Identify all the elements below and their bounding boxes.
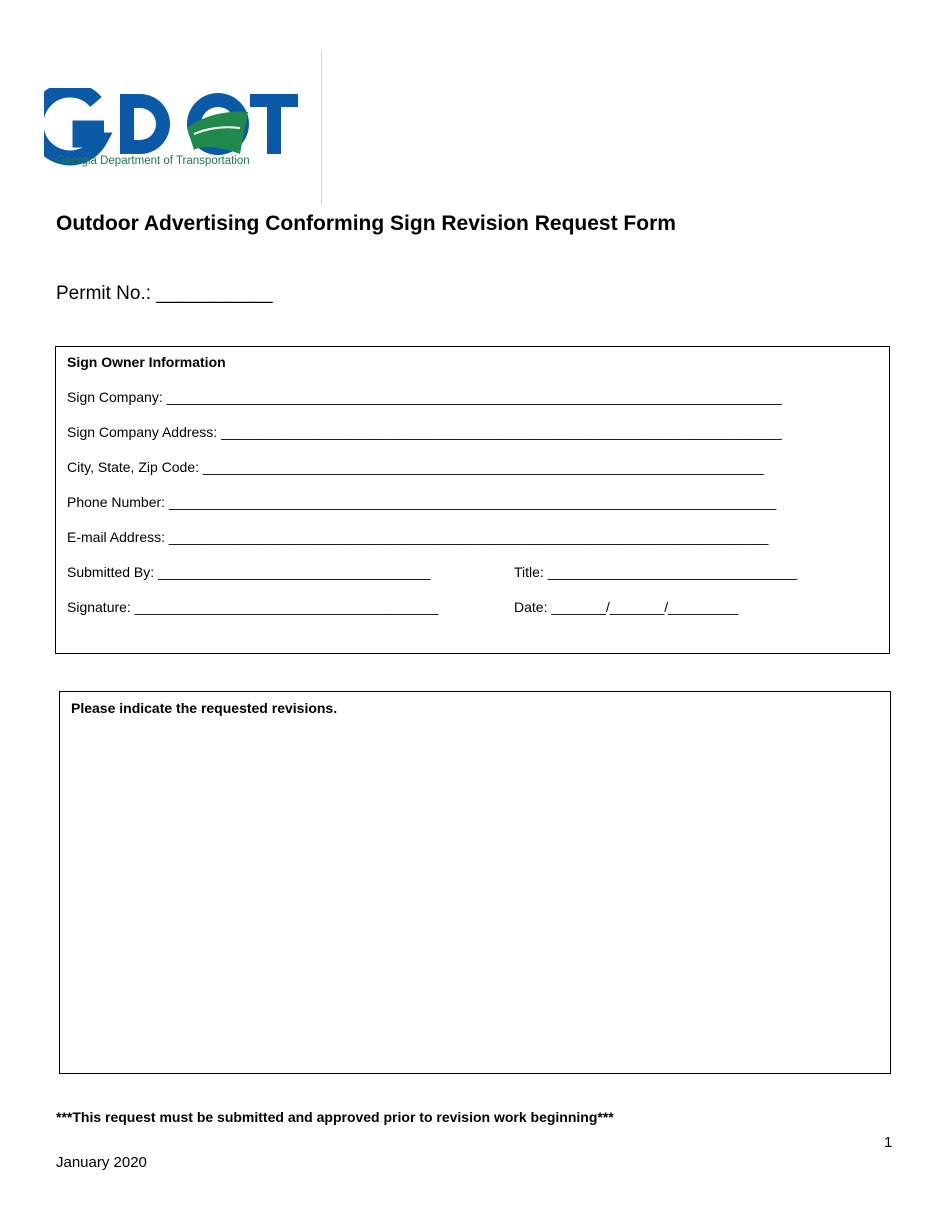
form-title: Outdoor Advertising Conforming Sign Revision Request Form — [56, 212, 676, 235]
revisions-section[interactable] — [59, 691, 891, 1074]
page-number: 1 — [884, 1134, 893, 1151]
revision-date: January 2020 — [56, 1154, 147, 1171]
signature-field[interactable]: Signature: _______________________________________ — [67, 599, 439, 615]
logo-subtitle: Georgia Department of Transportation — [56, 155, 250, 167]
section-heading-owner: Sign Owner Information — [67, 354, 226, 370]
permit-number-field[interactable]: Permit No.: ___________ — [56, 283, 273, 304]
phone-number-field[interactable]: Phone Number: ______________________________________________________________________________ — [67, 494, 777, 510]
sign-company-field[interactable]: Sign Company: _______________________________________________________________________________ — [67, 389, 782, 405]
sign-company-address-field[interactable]: Sign Company Address: ________________________________________________________________________ — [67, 424, 782, 440]
title-field[interactable]: Title: ________________________________ — [514, 564, 797, 580]
city-state-zip-field[interactable]: City, State, Zip Code: ________________________________________________________________________ — [67, 459, 764, 475]
submission-note: ***This request must be submitted and approved prior to revision work beginning*** — [56, 1109, 614, 1125]
logo-divider — [321, 50, 322, 205]
section-heading-revisions: Please indicate the requested revisions. — [71, 700, 338, 716]
date-field[interactable]: Date: _______/_______/_________ — [514, 599, 739, 615]
email-address-field[interactable]: E-mail Address: _____________________________________________________________________________ — [67, 529, 769, 545]
submitted-by-field[interactable]: Submitted By: ___________________________________ — [67, 564, 431, 580]
